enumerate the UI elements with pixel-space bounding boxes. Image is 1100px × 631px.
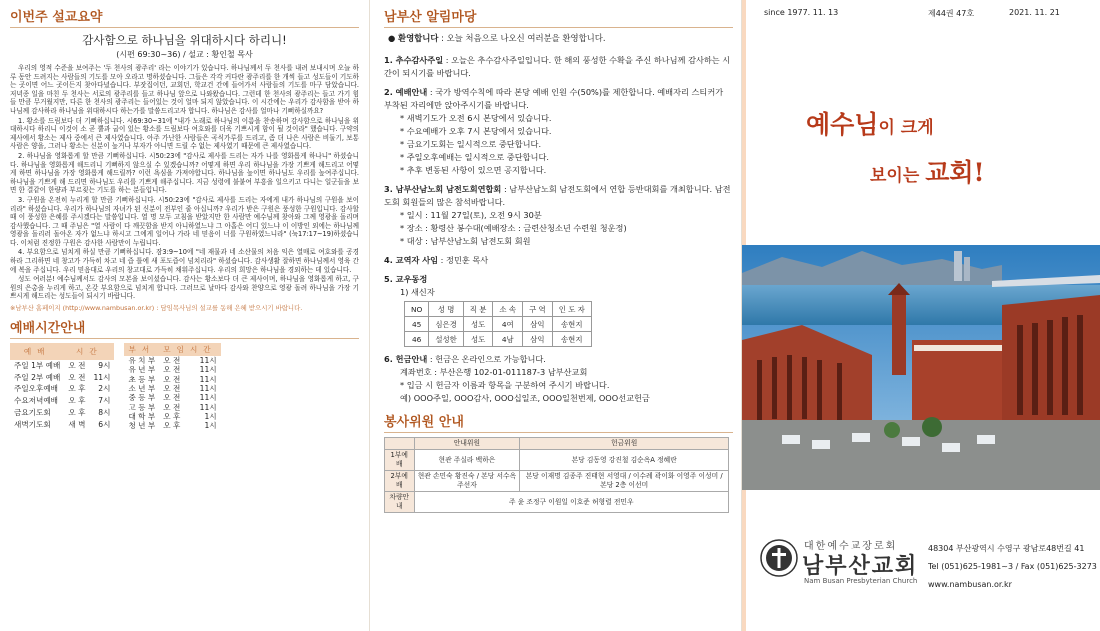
denomination: 대한예수교장로회: [804, 541, 898, 552]
church-building-image: [742, 245, 1100, 490]
table-cell: 4여: [493, 317, 523, 332]
phone-fax: Tel (051)625-1981~3 / Fax (051)625-3273: [928, 562, 1097, 571]
table-row: [385, 450, 729, 471]
notice-item: [384, 183, 733, 248]
table-cell: 9시: [98, 360, 111, 370]
service-section-title: 봉사위원 안내: [384, 411, 733, 433]
table-cell: 11시: [199, 365, 217, 375]
table-row: [385, 492, 729, 513]
welcome-text: : 오늘 처음으로 나오신 여러분을 환영합니다.: [441, 33, 606, 43]
table-cell: 초 등 부: [128, 374, 156, 384]
table-cell: 주일오후예배: [14, 384, 59, 394]
table-cell: 소 년 부: [128, 383, 156, 393]
sermon-title: 감사함으로 하나님을 위대하시다 하리니!: [82, 33, 287, 47]
table-cell: 청 년 부: [128, 421, 156, 431]
table-cell: 유 치 부: [128, 356, 156, 366]
notice-subitem: * 입금 시 헌금자 이름과 항목을 구분하여 주시기 바랍니다.: [400, 380, 610, 390]
table-row: [124, 375, 220, 384]
table-cell: 1시: [204, 421, 217, 431]
table-cell: 오 전: [163, 383, 181, 393]
church-name-en: Nam Busan Presbyterian Church: [804, 577, 918, 585]
table-cell: 오 전: [163, 393, 181, 403]
notice-subitem: * 새벽기도가 오전 6시 본당에서 있습니다.: [400, 113, 552, 123]
table-cell: 주 윤 조정구 이원일 이호준 허형렬 전민우: [414, 492, 728, 513]
table-cell: 오 후: [68, 407, 86, 417]
table-row: [124, 403, 220, 412]
table-cell: 7시: [98, 396, 111, 406]
table-cell: 11시: [199, 356, 217, 366]
table-cell: 오 후: [68, 384, 86, 394]
table-cell: 1부예배: [385, 450, 415, 471]
offering-account: 계좌번호 : 부산은행 102-01-011187-3 남부산교회: [400, 367, 588, 377]
notice-subitem: * 일시 : 11월 27일(토), 오전 9시 30분: [400, 210, 542, 220]
table-row: [385, 471, 729, 492]
table-row: [10, 360, 114, 372]
table-cell: 삼익: [523, 317, 553, 332]
notice-text: : 오늘은 추수감사주일입니다. 한 해의 풍성한 수확을 주신 하나님께 감사하는 시간이 되시기를 바랍니다.: [384, 55, 731, 78]
notice-title: 2. 예배안내: [384, 87, 428, 97]
table-cell: 대 학 부: [128, 411, 156, 421]
table-header: 구 역: [523, 302, 553, 317]
notice-text: : 국가 방역수칙에 따라 본당 예배 인원 수(50%)를 제한합니다. 예배자리 스티커가 부착된 자리에만 앉아주시기를 바랍니다.: [384, 87, 724, 110]
table-cell: 1시: [204, 411, 217, 421]
table-cell: 고 등 부: [128, 402, 156, 412]
table-header: NO: [405, 302, 429, 317]
sermon-paragraph: 2. 하나님을 영화롭게 할 만큼 기뻐하십니다. 시50:23에 "감사로 제사를 드리는 자가 나를 영화롭게 하나니" 하셨습니다. 하나님을 영화롭게 해드리니 기뻐하지 않으실 수 있겠습니까? 어떻게 하면 우리 하나님을 가장 기쁘게 해드리고 어떻게 하면 하나님을 가장 영화롭게 해드릴까? 이런 욕심을 가져야합니다. 하나님을 높이면 하나님도 우리를 높여주십니다. 하나님을 기쁘게 해 드리면 하나님도 우리를 기쁘게 해주십니다. 지금 성령에 불붙여 부흥을 일으키고 다니는 일군들을 보면 한 결같이 한량과 부르짖는 기도를 하는 분들입니다.: [10, 151, 359, 195]
table-cell: 오 전: [163, 365, 181, 375]
table-row: [124, 384, 220, 393]
table-cell: 성도: [463, 332, 493, 347]
newcomer-table: [404, 301, 592, 347]
table-cell: 금요기도회: [14, 407, 51, 417]
table-header: 시간: [64, 343, 114, 360]
newcomer-label: 1) 새신자: [400, 287, 435, 297]
sermon-paragraph: 4. 부요함으로 넘치게 하실 만큼 기뻐하십니다. 잠3:9~10에 "네 재물과 네 소산물의 처음 익은 열매로 여호와를 공경하라 그리하면 네 창고가 가득히 차고 네 즙 틀에 새 포도즙이 넘치리라" 하셨습니다. 감사생활 잘하면 하나님께서 영육 간에 복을 주십니다. 우리 믿음대로 우리의 창고대로 가득히 채워주십니다. 우리의 희망은 하나님을 경외하는 데 있습니다.: [10, 248, 359, 274]
table-cell: 46: [405, 332, 429, 347]
table-cell: 11시: [199, 374, 217, 384]
table-header: 모임시간: [159, 343, 220, 356]
notice-subitem: * 장소 : 황령산 봉수대(예배장소 : 금련산청소년 수련원 청운정): [400, 223, 627, 233]
table-cell: 본당 이재명 김종주 진태현 서영대 / 이수례 곽이화 이영주 이성미 / 본당 2층 이선미: [520, 471, 729, 492]
table-cell: 송현지: [552, 317, 591, 332]
sermon-paragraph: 성도 여러분! 예수님께서도 감사의 모본을 보이셨습니다. 감사는 황소보다 더 큰 제사이며, 하나님을 영화롭게 하고, 구원의 은총을 누리게 하고, 온갖 부요함으로 넘치게 합니다. 그러므로 날마다 감사와 찬양으로 영광 돌려 하나님을 가장 기쁘시게 해드리는 성도들이 되시기 바랍니다.: [10, 275, 359, 301]
table-cell: 11시: [199, 393, 217, 403]
table-cell: 새 벽: [68, 419, 86, 429]
sermon-paragraph: 우리의 영적 수준을 보여주는 '두 천사의 광주리' 라는 이야기가 있습니다. 하나님께서 두 천사를 내려 보내시며 오늘 하루 동안 드려지는 사람들의 기도를 모아 오라고 명하셨습니다. 그들은 각각 커다란 광주리를 한 개씩 들고 성도들이 기도하는 곳이면 어느 곳이든지 찾아다녔습니다. 부잣집이던, 교회던, 학교건 간에 들어가서 사람들의 기도를 마구 담았습니다. 저녁종 일을 마친 두 천사는 서로의 광주리를 들고 하나님 앞으로 나와왔습니다. 그런데 한 천사의 광주리는 들고 가기 힘들 만큼 무거웠지만, 다른 한 천사의 광주리는 들어있는 것이 얼마 되지 않았습니다. 이 시간에는 우리가 감사함을 받아 하나님께 감사하라 하나님을 위대하시다 하는가를 말씀드리고자 합니다. 하나님은 감사를 얼마나 기뻐하실까요?: [10, 64, 359, 115]
table-cell: 45: [405, 317, 429, 332]
table-cell: 6시: [98, 419, 111, 429]
table-cell: 오 전: [163, 402, 181, 412]
worship-section-title: 예배시간안내: [10, 317, 359, 339]
sermon-section-title: 이번주 설교요약: [10, 6, 359, 28]
notice-title: 6. 헌금안내: [384, 354, 428, 364]
slogan-big: 교회!: [925, 158, 985, 187]
table-cell: 2시: [98, 384, 111, 394]
department-times-table: [124, 343, 220, 430]
table-row: [124, 365, 220, 374]
notices-column: [370, 0, 742, 631]
sermon-reference: (시편 69:30~36) / 설교 : 황인철 목사: [116, 50, 253, 59]
table-cell: 11시: [199, 402, 217, 412]
table-cell: 오 전: [163, 374, 181, 384]
table-cell: 차량안내: [385, 492, 415, 513]
since-date: since 1977. 11. 13: [764, 8, 839, 17]
table-row: [10, 371, 114, 383]
table-cell: 오 전: [163, 356, 181, 366]
table-cell: 수요저녁예배: [14, 396, 59, 406]
welcome-label: 환영합니다: [397, 33, 439, 43]
table-row: [10, 383, 114, 395]
welcome-notice: [388, 32, 733, 44]
slogan-small: 이 크게: [878, 118, 934, 138]
notice-title: 5. 교우동정: [384, 274, 428, 284]
table-header: 소 속: [493, 302, 523, 317]
notice-item: [384, 273, 733, 299]
slogan: [800, 105, 1080, 189]
table-cell: 본당 김동영 강진철 김순옥A 정혜란: [520, 450, 729, 471]
notice-subitem: * 대상 : 남부산남노회 남전도회 회원: [400, 236, 531, 246]
church-name: 남부산교회: [802, 554, 919, 579]
table-cell: 성도: [463, 317, 493, 332]
table-row: [124, 356, 220, 365]
table-cell: 심은경: [429, 317, 463, 332]
notice-item: [384, 254, 733, 267]
sermon-paragraph: 3. 구원을 온전히 누리게 할 만큼 기뻐하십니다. 시50:23에 "감사로 제사를 드리는 자에게 내가 하나님의 구원을 보이리라" 하셨습니다. 우리가 하나님의 자녀가 된 신분이 전부인 줄 아십니까? 우리가 받은 구원은 풍성한 구원입니다. 감사할 때 이 풍성한 은혜를 주시겠다는 말씀입니다. 열 명 모두 고침을 받았지만 한 사람만 예수님께 찾아와 그께 영광을 돌리며 감사했습니다. 그 때 주님은 "열 사람이 다 깨끗함을 받지 아니하였느냐 그 아홉은 어디 있느냐 이 이방인 외에는 하나님께 영광을 돌리러 돌아온 자가 없느냐 하시고 그에게 일어나 가라 네 믿음이 너를 구원하였느니라" (눅17:17~19)하셨습니다. 이처럼 진정한 구원은 감사한 사람만이 누립니다.: [10, 195, 359, 247]
sermon-paragraph: 1. 황소를 드림보다 더 기뻐하십니다. 시69:30~31에 "내가 노래로 하나님의 이름을 찬송하며 감사함으로 하나님을 위대하시다 하리니 이것이 소 곧 뿔과 굽이 있는 황소를 드림보다 여호와를 더욱 기쁘시게 함이 될 것이라" 했습니다. 구약의 제사에서 황소는 제사 중에서 큰 제사였습니다. 아주 가난한 사람들은 곡식가루를 드리고, 좀 더 나은 사람은 비둘기, 보통 사람은 양을, 그러나 황소는 신분이 높거나 부자가 아니면 드릴 수 없는 제사였기 때문에 큰 제사였습니다.: [10, 116, 359, 151]
website-link[interactable]: www.nambusan.or.kr: [928, 580, 1012, 589]
notice-subitem: 예) OOO주일, OOO감사, OOO십일조, OOO일천번제, OOO선교헌금: [400, 393, 650, 403]
contact-info: [928, 540, 1097, 594]
table-cell: 새벽기도회: [14, 419, 51, 429]
table-cell: 주일 2부 예배: [14, 372, 61, 382]
table-header: 안내위원: [414, 438, 520, 450]
table-cell: 설성한: [429, 332, 463, 347]
table-row: [10, 407, 114, 419]
notice-title: 1. 추수감사주일: [384, 55, 444, 65]
table-cell: 11시: [199, 383, 217, 393]
table-cell: 현관 손민숙 황진숙 / 본당 서수옥 주선자: [414, 471, 520, 492]
notice-item: [384, 54, 733, 80]
notice-subitem: * 추후 변동된 사항이 있으면 공지합니다.: [400, 165, 547, 175]
table-header: 부서: [124, 343, 159, 356]
table-cell: 삼익: [523, 332, 553, 347]
sermon-column: [0, 0, 370, 631]
notice-text: : 정민훈 목사: [440, 255, 489, 265]
notice-subitem: * 주일오후예배는 일시적으로 중단합니다.: [400, 152, 549, 162]
notice-title: 3. 남부산남노회 남전도회연합회: [384, 184, 502, 194]
church-photo: [742, 245, 1100, 490]
table-cell: 송현지: [552, 332, 591, 347]
table-header: 직 분: [463, 302, 493, 317]
issue-date: 2021. 11. 21: [1009, 8, 1060, 17]
table-cell: 11시: [93, 372, 111, 382]
notice-text: : 남부산남노회 남전도회에서 연합 등반대회를 개최합니다. 남전도회 회원들의 많은 참석바랍니다.: [384, 184, 731, 207]
table-row: [10, 395, 114, 407]
table-cell: 오 전: [68, 360, 86, 370]
table-cell: 2부예배: [385, 471, 415, 492]
table-row: [405, 332, 592, 347]
table-cell: 오 후: [163, 421, 181, 431]
table-row: [124, 421, 220, 430]
slogan-big: 예수님: [806, 110, 879, 139]
table-header: 예배: [10, 343, 64, 360]
notice-subitem: * 수요예배가 오후 7시 본당에서 있습니다.: [400, 126, 552, 136]
table-cell: 8시: [98, 407, 111, 417]
table-row: [405, 317, 592, 332]
table-header: [385, 438, 415, 450]
table-cell: 4남: [493, 332, 523, 347]
table-cell: 현관 주실라 백하은: [414, 450, 520, 471]
notice-text: : 헌금은 온라인으로 가능합니다.: [429, 354, 546, 364]
table-cell: 주일 1부 예배: [14, 360, 61, 370]
notice-item: [384, 353, 733, 405]
bullet-icon: ●: [388, 33, 398, 43]
worship-times-table: [10, 343, 114, 430]
table-header: 인 도 자: [552, 302, 591, 317]
notice-subitem: * 금요기도회는 일시적으로 중단합니다.: [400, 139, 542, 149]
table-row: [124, 412, 220, 421]
table-cell: 중 등 부: [128, 393, 156, 403]
table-cell: 유 년 부: [128, 365, 156, 375]
table-header: 헌금위원: [520, 438, 729, 450]
notices-section-title: 남부산 알림마당: [384, 6, 733, 28]
slogan-small: 보이는: [870, 166, 926, 186]
table-header: 성 명: [429, 302, 463, 317]
homepage-note[interactable]: ※남부산 홈페이지 (http://www.nambusan.or.kr) : 담임목사님의 설교를 동해 은혜 받으시기 바랍니다.: [10, 304, 303, 313]
table-cell: 오 전: [68, 372, 86, 382]
church-emblem-icon: [760, 539, 798, 577]
service-table: [384, 437, 729, 513]
table-row: [10, 419, 114, 431]
notice-title: 4. 교역자 사임: [384, 255, 439, 265]
table-row: [124, 393, 220, 402]
address: 48304 부산광역시 수영구 광남로48번길 41: [928, 544, 1085, 553]
issue-volume: 제44권 47호: [928, 9, 975, 18]
worship-schedule: [10, 343, 359, 430]
notice-item: [384, 86, 733, 177]
table-cell: 오 후: [68, 396, 86, 406]
table-cell: 오 후: [163, 411, 181, 421]
